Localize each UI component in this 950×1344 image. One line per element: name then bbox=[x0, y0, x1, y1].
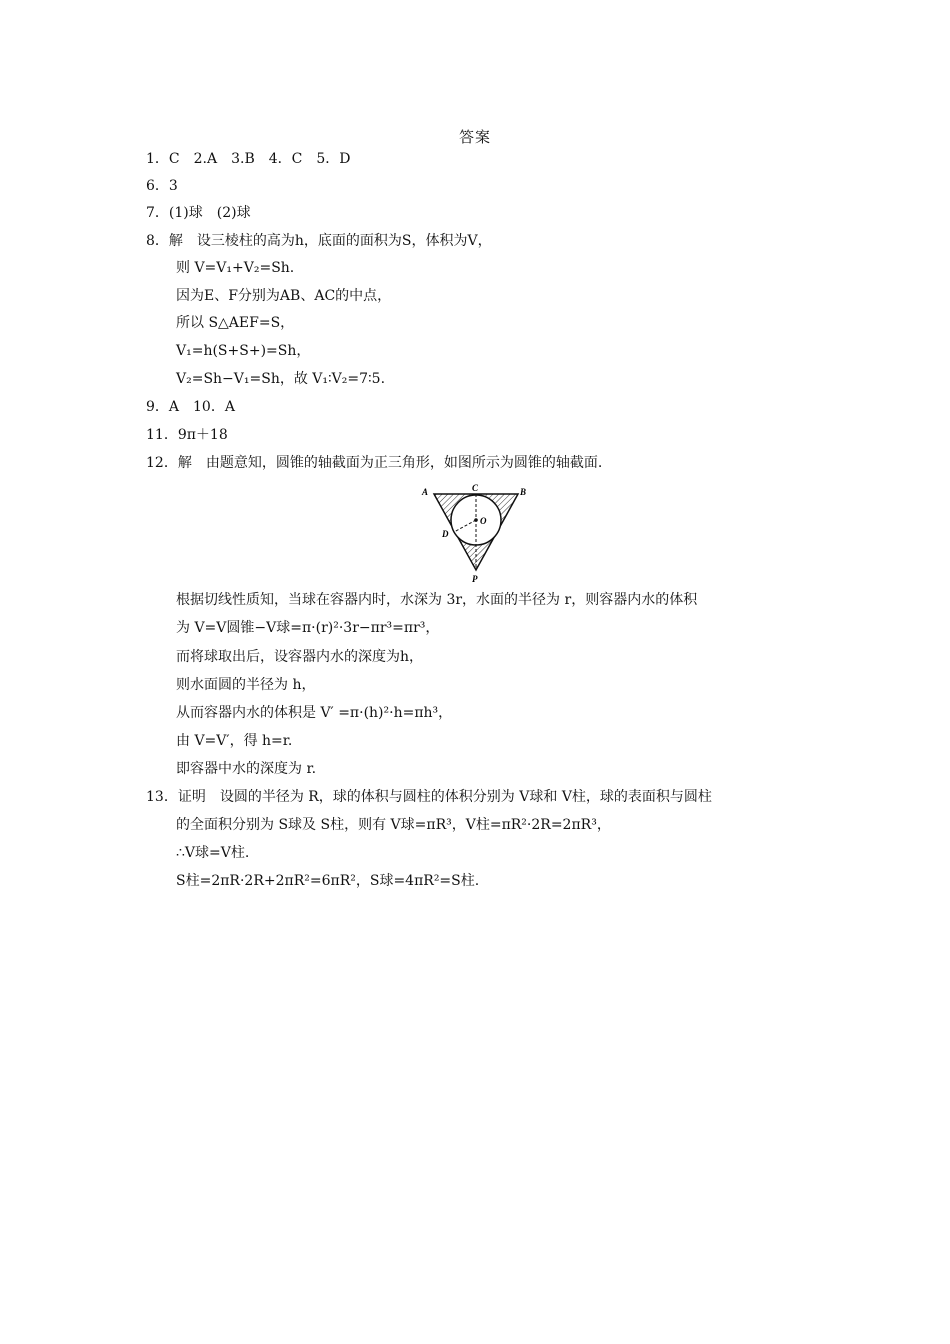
answer-line-6: 6．3 bbox=[146, 178, 178, 194]
proof-13-step-3: S柱=2πR·2R+2πR²=6πR²，S球=4πR²=S柱. bbox=[176, 873, 480, 889]
answer-line-7: 7．(1)球 (2)球 bbox=[146, 205, 251, 221]
proof-13-step-2: ∴V球=V柱. bbox=[176, 845, 250, 861]
center-point bbox=[474, 518, 478, 522]
answer-line-11: 11．9π＋18 bbox=[146, 427, 228, 443]
solution-8-step-1: 则 V=V₁+V₂=Sh. bbox=[176, 260, 295, 276]
label-A: A bbox=[422, 487, 429, 497]
solution-12-step-5: 从而容器内水的体积是 V′ =π·(h)²·h=πh³， bbox=[176, 705, 453, 721]
answer-line-12: 12．解 由题意知，圆锥的轴截面为正三角形，如图所示为圆锥的轴截面. bbox=[146, 455, 603, 471]
solution-12-step-3: 而将球取出后，设容器内水的深度为h， bbox=[176, 649, 424, 665]
solution-8-step-5: V₂=Sh−V₁=Sh，故 V₁∶V₂=7∶5. bbox=[176, 371, 386, 387]
solution-12-step-6: 由 V=V′，得 h=r. bbox=[176, 733, 293, 749]
label-O: O bbox=[480, 516, 487, 526]
solution-8-step-2: 因为E、F分别为AB、AC的中点， bbox=[176, 288, 392, 304]
solution-8-step-4: V₁=h(S+S+)=Sh， bbox=[176, 343, 311, 359]
solution-12-step-7: 即容器中水的深度为 r. bbox=[176, 761, 317, 777]
proof-13-step-1: 的全面积分别为 S球及 S柱，则有 V球=πR³，V柱=πR²·2R=2πR³， bbox=[176, 817, 611, 833]
label-B: B bbox=[520, 487, 527, 497]
label-P: P bbox=[472, 574, 478, 584]
solution-12-step-2: 为 V=V圆锥−V球=π·(r)²·3r−πr³=πr³， bbox=[176, 620, 440, 636]
answer-line-1: 1．C 2.A 3.B 4．C 5．D bbox=[146, 151, 351, 167]
answer-line-8: 8．解 设三棱柱的高为h，底面的面积为S，体积为V， bbox=[146, 233, 492, 249]
page-title: 答案 bbox=[458, 128, 491, 146]
answer-line-13: 13．证明 设圆的半径为 R，球的体积与圆柱的体积分别为 V球和 V柱，球的表面积与圆柱 bbox=[146, 789, 712, 805]
label-D: D bbox=[442, 529, 449, 539]
solution-12-step-1: 根据切线性质知，当球在容器内时，水深为 3r，水面的半径为 r，则容器内水的体积 bbox=[176, 592, 698, 608]
label-C: C bbox=[472, 483, 479, 493]
answer-line-9: 9．A 10．A bbox=[146, 399, 235, 415]
solution-12-step-4: 则水面圆的半径为 h， bbox=[176, 677, 316, 693]
cone-axial-section-figure bbox=[420, 482, 532, 586]
solution-8-step-3: 所以 S△AEF=S， bbox=[176, 315, 295, 331]
